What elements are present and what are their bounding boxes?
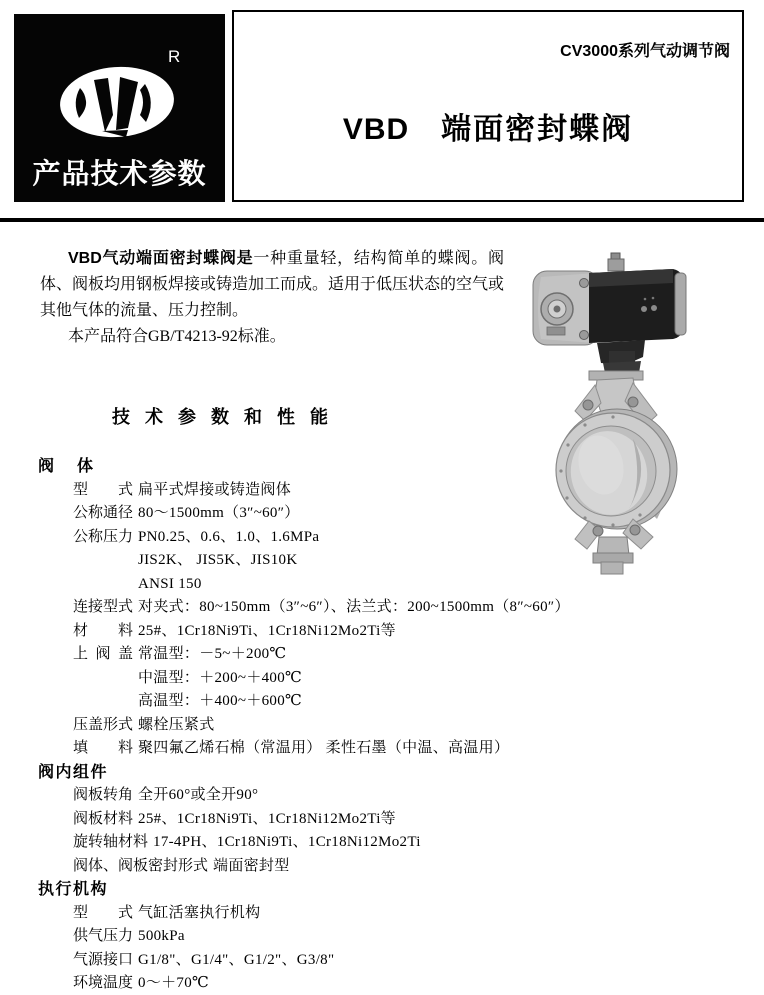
spec-value: 螺栓压紧式	[138, 716, 215, 733]
spec-label: 供气压力	[73, 928, 134, 944]
spec-label: 环境温度	[73, 975, 134, 991]
spec-value: G1/8"、G1/4"、G1/2"、G3/8"	[138, 951, 335, 968]
section-title: 技术参数和性能	[112, 407, 343, 427]
spec-value: 对夹式：80~150mm（3″~6″）、法兰式：200~1500mm（8″~60″）	[138, 599, 570, 615]
spec-row	[0, 526, 764, 550]
logo-box	[14, 14, 225, 202]
spec-value: 25#、1Cr18Ni9Ti、1Cr18Ni12Mo2Ti等	[138, 622, 396, 639]
spec-row	[0, 479, 764, 503]
logo-caption: 产品技术参数	[32, 158, 207, 189]
product-code: VBD	[342, 113, 410, 146]
spec-value: 高温型：＋400~＋600℃	[138, 693, 303, 709]
header-divider	[0, 218, 764, 222]
spec-label: 压盖形式	[73, 716, 134, 733]
spec-section-heading: 阀内组件	[38, 763, 109, 781]
spec-value: 全开60°或全开90°	[138, 787, 259, 803]
spec-value: 常温型：－5~＋200℃	[138, 646, 287, 662]
spec-value: ANSI 150	[138, 575, 202, 592]
spec-row	[0, 831, 764, 855]
spec-row	[0, 808, 764, 832]
spec-row	[0, 667, 764, 691]
spec-section-heading: 执行机构	[38, 881, 109, 898]
spec-row	[0, 855, 764, 879]
spec-row	[0, 573, 764, 597]
spec-label: 阀体、阀板密封形式	[73, 857, 209, 874]
spec-section-heading: 阀体	[38, 458, 93, 475]
spec-row	[0, 972, 764, 995]
spec-row	[0, 596, 764, 620]
intro-lead-bold: VBD气动端面密封蝶阀是	[68, 250, 254, 267]
spec-value: 聚四氟乙烯石棉（常温用） 柔性石墨（中温、高温用）	[138, 740, 510, 756]
spec-label: 阀板转角	[73, 787, 134, 803]
spec-row	[0, 643, 764, 667]
product-name: 端面密封蝶阀	[441, 113, 634, 146]
spec-row	[0, 502, 764, 526]
spec-value: 0～＋70℃	[138, 975, 210, 991]
spec-row	[0, 714, 764, 738]
company-logo-icon	[42, 52, 192, 152]
spec-label: 连接型式	[73, 599, 134, 615]
spec-label: 公称通径	[73, 505, 134, 521]
page-title	[234, 104, 742, 148]
standard-note: 本产品符合GB/T4213-92标准。	[68, 328, 286, 345]
spec-label: 填料	[73, 740, 133, 756]
spec-label: 上阀盖	[73, 646, 133, 662]
spec-value: 端面密封型	[213, 857, 290, 874]
series-title: CV3000系列气动调节阀	[560, 43, 730, 60]
spec-label: 阀板材料	[73, 810, 134, 827]
spec-value: 中温型：＋200~＋400℃	[138, 669, 303, 686]
specs	[0, 455, 764, 995]
spec-value: 25#、1Cr18Ni9Ti、1Cr18Ni12Mo2Ti等	[138, 810, 396, 827]
intro-text	[40, 246, 504, 350]
spec-label: 型式	[73, 481, 133, 498]
spec-row	[0, 784, 764, 808]
spec-label: 公称压力	[73, 528, 134, 545]
spec-value: PN0.25、0.6、1.0、1.6MPa	[138, 528, 320, 545]
spec-row	[0, 902, 764, 926]
spec-row	[0, 620, 764, 644]
registered-trademark-mark: R	[168, 47, 181, 66]
spec-label: 材料	[73, 622, 133, 639]
spec-label: 气源接口	[73, 951, 134, 968]
spec-value: 500kPa	[138, 928, 185, 944]
spec-value: JIS2K、 JIS5K、JIS10K	[138, 552, 298, 568]
intro-lead-rest: 一种重量轻，结构简单的蝶阀。阀体、阀板均用钢板焊接或铸造加工而成。适用于低压状态的空气或其他气体的流量、压力控制。	[40, 250, 505, 319]
spec-row	[0, 925, 764, 949]
spec-row	[0, 549, 764, 573]
spec-value: 80～1500mm（3″~60″）	[138, 505, 300, 521]
intro-paragraph	[40, 246, 504, 324]
spec-value: 扁平式焊接或铸造阀体	[138, 481, 292, 498]
spec-row	[0, 949, 764, 973]
spec-value: 气缸活塞执行机构	[138, 904, 261, 921]
spec-row	[0, 737, 764, 761]
spec-label: 型式	[73, 904, 133, 921]
spec-row	[0, 690, 764, 714]
title-box	[232, 10, 744, 202]
spec-label: 旋转轴材料	[73, 834, 149, 850]
spec-value: 17-4PH、1Cr18Ni9Ti、1Cr18Ni12Mo2Ti	[153, 834, 421, 850]
